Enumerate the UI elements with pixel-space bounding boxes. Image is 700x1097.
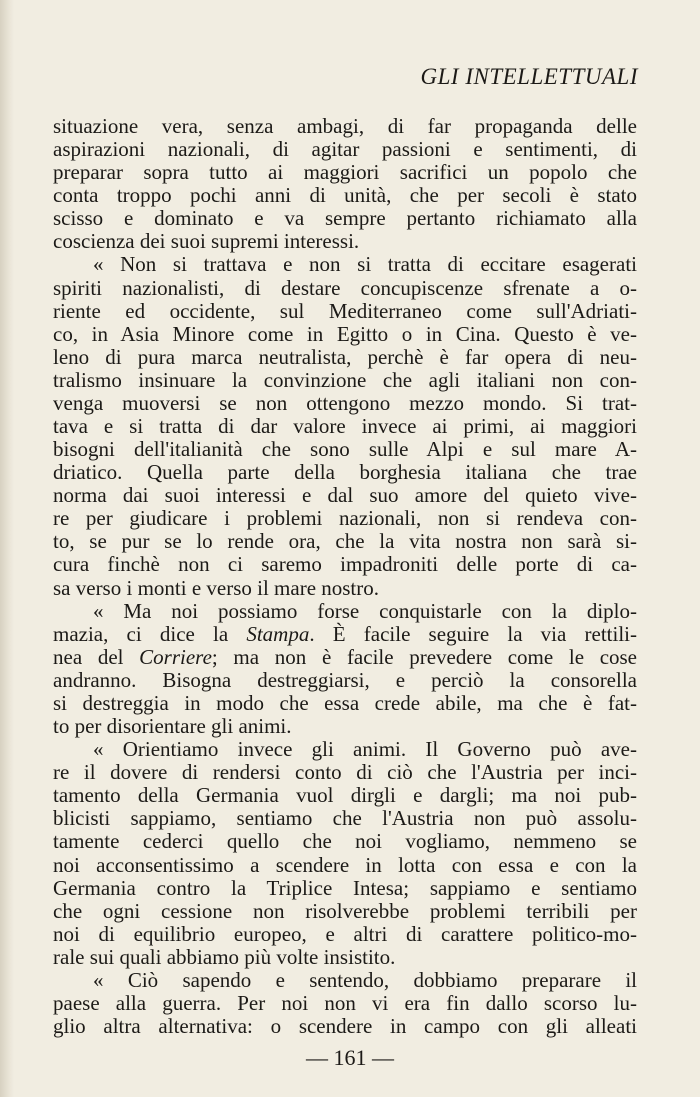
text-line: noi di equilibrio europeo, e altri di carattere politico-mo- xyxy=(53,921,637,946)
text-line: cura finchè non ci saremo impadroniti delle porte di ca- xyxy=(53,552,637,577)
text-line: spiriti nazionalisti, di destare concupiscenze sfrenate a o- xyxy=(53,275,637,300)
text-line: blicisti sappiamo, sentiamo che l'Austria non può assolu- xyxy=(53,806,637,831)
text-line: andranno. Bisogna destreggiarsi, e perciò la consorella xyxy=(53,667,637,692)
text-line: re per giudicare i problemi nazionali, non si rendeva con- xyxy=(53,506,637,531)
text-line: che ogni cessione non risolverebbe problemi terribili per xyxy=(53,898,637,923)
text-line: « Ciò sapendo e sentendo, dobbiamo preparare il xyxy=(93,967,637,992)
text-line: noi acconsentissimo a scendere in lotta con essa e con la xyxy=(53,852,637,877)
text-line: to, se pur se lo rende ora, che la vita nostra non sarà si- xyxy=(53,529,637,554)
text-line: re il dovere di rendersi conto di ciò che l'Austria per inci- xyxy=(53,760,637,785)
text-line: « Ma noi possiamo forse conquistarle con la diplo- xyxy=(93,598,637,623)
text-line: situazione vera, senza ambagi, di far propaganda delle xyxy=(53,114,637,138)
text-line: preparar sopra tutto ai maggiori sacrifici un popolo che xyxy=(53,160,637,185)
text-line: aspirazioni nazionali, di agitar passioni e sentimenti, di xyxy=(53,137,637,162)
running-header: GLI INTELLETTUALI xyxy=(420,64,638,89)
text-line: coscienza dei suoi supremi interessi. xyxy=(53,229,360,254)
text-line: Germania contro la Triplice Intesa; sappiamo e sentiamo xyxy=(53,875,637,900)
text-line: leno di pura marca neutralista, perchè è far opera di neu- xyxy=(53,344,637,369)
text-line: si destreggia in modo che essa crede abile, ma che è fat- xyxy=(53,690,637,715)
text-line: rale sui quali abbiamo più volte insistito. xyxy=(53,944,396,969)
text-line: tamente cederci quello che noi vogliamo, nemmeno se xyxy=(53,829,637,854)
text-line: « Orientiamo invece gli animi. Il Governo può ave- xyxy=(93,737,637,762)
text-line: co, in Asia Minore come in Egitto o in Cina. Questo è ve- xyxy=(53,321,637,346)
text-line: bisogni dell'italianità che sono sulle Alpi e sul mare A- xyxy=(53,437,637,462)
text-line: tamento della Germania vuol dirgli e dargli; ma noi pub- xyxy=(53,783,637,808)
text-line: sa verso i monti e verso il mare nostro. xyxy=(53,575,380,600)
text-line: glio altra alternativa: o scendere in campo con gli alleati xyxy=(53,1014,637,1039)
page-gutter-shadow xyxy=(0,0,14,1097)
text-line: to per disorientare gli animi. xyxy=(53,714,292,739)
text-line: norma dai suoi interessi e dal suo amore del quieto vive- xyxy=(53,483,637,508)
text-line: nea del Corriere; ma non è facile prevedere come le cose xyxy=(53,644,638,669)
text-line: « Non si trattava e non si tratta di eccitare esagerati xyxy=(93,252,637,277)
text-line: riente ed occidente, sul Mediterraneo come sull'Adriati- xyxy=(53,298,637,323)
text-line: venga muoversi se non ottengono mezzo mondo. Si trat- xyxy=(53,390,637,415)
text-line: mazia, ci dice la Stampa. È facile seguire la via rettili- xyxy=(53,621,637,646)
text-line: scisso e dominato e va sempre pertanto richiamato alla xyxy=(53,206,637,231)
body-text xyxy=(53,115,637,1038)
text-line: tava e si tratta di dar valore invece ai primi, ai maggiori xyxy=(53,414,637,439)
text-line: paese alla guerra. Per noi non vi era fin dallo scorso lu- xyxy=(53,990,637,1015)
text-line: driatico. Quella parte della borghesia italiana che trae xyxy=(53,460,637,485)
page-number: — 161 — xyxy=(306,1045,394,1070)
text-line: conta troppo pochi anni di unità, che per secoli è stato xyxy=(53,183,637,208)
text-line: tralismo insinuare la convinzione che agli italiani non con- xyxy=(53,367,637,392)
